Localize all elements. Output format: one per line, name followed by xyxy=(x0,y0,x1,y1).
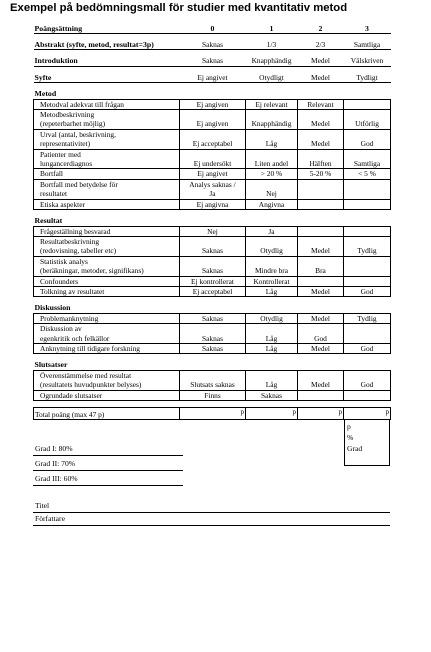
score-cell: Medel xyxy=(298,313,344,323)
score-cell: Utförlig xyxy=(344,110,391,130)
score-cell: God xyxy=(344,129,391,149)
score-cell: > 20 % xyxy=(246,169,298,179)
score-cell: God xyxy=(298,324,344,344)
criterion-row xyxy=(34,149,391,169)
section-heading-row xyxy=(34,216,391,226)
score-cell: Låg xyxy=(246,343,298,353)
total-label: Total poäng (max 47 p) xyxy=(34,408,180,420)
criterion-row xyxy=(34,313,391,323)
score-cell xyxy=(344,324,391,344)
score-cell: Tydlig xyxy=(344,313,391,323)
section-heading: Resultat xyxy=(34,216,63,226)
score-cell xyxy=(298,226,344,236)
score-cell xyxy=(298,199,344,209)
score-cell: Samtliga xyxy=(344,149,391,169)
score-cell: Medel xyxy=(298,370,344,390)
section-heading: Abstrakt (syfte, metod, resultat=3p) xyxy=(34,40,180,50)
score-cell: Hälften xyxy=(298,149,344,169)
grade-underline xyxy=(33,470,183,471)
score-cell: Saknas xyxy=(180,56,246,66)
score-cell: Saknas xyxy=(180,313,246,323)
score-cell xyxy=(298,179,344,199)
criterion-row xyxy=(34,343,391,353)
score-cell: Välskriven xyxy=(344,56,391,66)
score-col-header: 3 xyxy=(344,22,391,34)
criterion-label: Diskussion av egenkritik och felkällor xyxy=(34,324,180,344)
score-cell: Ej angivet xyxy=(180,73,246,83)
score-cell: God xyxy=(344,286,391,296)
spacer-cell xyxy=(246,401,298,408)
score-cell: Ej acceptabel xyxy=(180,129,246,149)
score-cell: Medel xyxy=(298,56,344,66)
score-cell xyxy=(246,360,298,370)
section-heading: Metod xyxy=(34,89,57,99)
score-cell: Liten andel xyxy=(246,149,298,169)
score-cell: Medel xyxy=(298,343,344,353)
score-cell xyxy=(180,89,246,99)
score-cell: Angivna xyxy=(246,199,298,209)
score-cell: Kontrollerat xyxy=(246,276,298,286)
score-cell: Ej angivet xyxy=(180,169,246,179)
score-cell: Saknas xyxy=(246,390,298,400)
score-cell: Saknas xyxy=(180,343,246,353)
criterion-row xyxy=(34,226,391,236)
criterion-label: Tolkning av resultatet xyxy=(34,286,180,296)
score-cell: Otydligt xyxy=(246,73,298,83)
score-cell: Saknas xyxy=(180,236,246,256)
score-cell xyxy=(298,89,344,99)
score-cell: Ej kontrollerat xyxy=(180,276,246,286)
score-cell: Medel xyxy=(298,73,344,83)
result-box xyxy=(344,420,390,466)
criterion-label: Bortfall med betydelse för resultatet xyxy=(34,179,180,199)
criterion-label: Ogrundade slutsatser xyxy=(34,390,180,400)
score-cell xyxy=(246,216,298,226)
criterion-label: Överenstämmelse med resultat (resultatets huvudpunkter belyses) xyxy=(34,370,180,390)
criterion-row xyxy=(34,286,391,296)
score-cell xyxy=(180,360,246,370)
score-cell: Tydligt xyxy=(344,73,391,83)
grade-underline xyxy=(33,485,183,486)
score-cell: Medel xyxy=(298,110,344,130)
criterion-row xyxy=(34,324,391,344)
spacer-cell xyxy=(298,401,344,408)
total-row xyxy=(34,408,391,420)
spacer-cell xyxy=(344,401,391,408)
score-cell: Otydlig xyxy=(246,236,298,256)
result-box-line: p xyxy=(347,422,351,431)
score-cell: Bra xyxy=(298,256,344,276)
score-cell: Låg xyxy=(246,129,298,149)
criterion-row xyxy=(34,276,391,286)
score-cell xyxy=(298,303,344,313)
criterion-label: Urval (antal, beskrivning, representativitet) xyxy=(34,129,180,149)
criterion-row xyxy=(34,199,391,209)
score-cell: 2/3 xyxy=(298,40,344,50)
score-cell: Ej acceptabel xyxy=(180,286,246,296)
score-cell: Låg xyxy=(246,286,298,296)
total-score-box: p xyxy=(180,408,246,420)
criterion-label: Anknytning till tidigare forskning xyxy=(34,343,180,353)
score-cell: < 5 % xyxy=(344,169,391,179)
score-cell xyxy=(344,199,391,209)
score-col-header: 1 xyxy=(246,22,298,34)
criterion-label: Resultatbeskrivning (redovisning, tabeller etc) xyxy=(34,236,180,256)
result-box-line: % xyxy=(347,433,354,442)
score-cell xyxy=(180,303,246,313)
score-cell xyxy=(246,89,298,99)
score-cell: Finns xyxy=(180,390,246,400)
score-cell xyxy=(298,390,344,400)
score-cell: God xyxy=(344,370,391,390)
field-underline xyxy=(33,525,390,526)
score-cell: Analys saknas / Ja xyxy=(180,179,246,199)
score-cell: Ej angiven xyxy=(180,110,246,130)
criterion-row xyxy=(34,110,391,130)
score-cell: Slutsats saknas xyxy=(180,370,246,390)
criterion-label: Confounders xyxy=(34,276,180,286)
section-heading-row xyxy=(34,56,391,66)
result-box-line: Grad xyxy=(347,444,363,453)
score-cell: Låg xyxy=(246,324,298,344)
header-label: Poängsättning xyxy=(34,22,180,34)
score-cell: Låg xyxy=(246,370,298,390)
criterion-label: Problemanknytning xyxy=(34,313,180,323)
score-col-header: 0 xyxy=(180,22,246,34)
score-cell xyxy=(344,276,391,286)
score-cell xyxy=(246,303,298,313)
document-title: Exempel på bedömningsmall för studier med kvantitativ metod xyxy=(10,2,348,14)
criterion-row xyxy=(34,129,391,149)
section-heading-row xyxy=(34,40,391,50)
score-cell: Knapphändig xyxy=(246,56,298,66)
section-heading-row xyxy=(34,89,391,99)
score-cell xyxy=(344,226,391,236)
section-heading: Introduktion xyxy=(34,56,180,66)
score-cell: Mindre bra xyxy=(246,256,298,276)
criterion-label: Etiska aspekter xyxy=(34,199,180,209)
criterion-label: Frågeställning besvarad xyxy=(34,226,180,236)
score-cell: Ej relevant xyxy=(246,99,298,109)
score-cell: Saknas xyxy=(180,256,246,276)
criterion-row xyxy=(34,390,391,400)
criterion-label: Bortfall xyxy=(34,169,180,179)
criterion-row xyxy=(34,99,391,109)
section-heading: Syfte xyxy=(34,73,180,83)
criterion-row xyxy=(34,179,391,199)
grade-underline xyxy=(33,455,183,456)
header-row xyxy=(34,22,391,34)
spacer-row xyxy=(34,401,391,408)
criterion-label: Metodbeskrivning (repeterbarhet möjlig) xyxy=(34,110,180,130)
score-cell: 1/3 xyxy=(246,40,298,50)
score-col-header: 2 xyxy=(298,22,344,34)
score-cell: Knapphändig xyxy=(246,110,298,130)
score-cell: 5-20 % xyxy=(298,169,344,179)
score-cell: Ej angivna xyxy=(180,199,246,209)
score-cell: Tydlig xyxy=(344,236,391,256)
score-cell xyxy=(298,216,344,226)
title-field: Titel xyxy=(35,501,50,510)
score-cell: Otydlig xyxy=(246,313,298,323)
score-cell: Medel xyxy=(298,129,344,149)
criterion-row xyxy=(34,370,391,390)
total-score-box: p xyxy=(298,408,344,420)
score-cell xyxy=(344,256,391,276)
criterion-label: Patienter med lungancerdiagnos xyxy=(34,149,180,169)
score-cell xyxy=(298,360,344,370)
criterion-row xyxy=(34,256,391,276)
score-cell: Saknas xyxy=(180,324,246,344)
score-cell: Nej xyxy=(246,179,298,199)
criterion-label: Metodval adekvat till frågan xyxy=(34,99,180,109)
score-cell: Medel xyxy=(298,236,344,256)
section-heading: Slutsatser xyxy=(34,360,68,370)
criterion-row xyxy=(34,169,391,179)
score-cell: Samtliga xyxy=(344,40,391,50)
section-heading-row xyxy=(34,360,391,370)
grade-label: Grad III: 60% xyxy=(35,474,78,483)
score-cell: Medel xyxy=(298,286,344,296)
spacer-cell xyxy=(34,401,180,408)
score-cell xyxy=(344,303,391,313)
score-cell xyxy=(344,99,391,109)
score-cell xyxy=(344,179,391,199)
score-cell xyxy=(344,390,391,400)
section-heading-row xyxy=(34,73,391,83)
grade-label: Grad II: 70% xyxy=(35,459,76,468)
total-score-box: p xyxy=(246,408,298,420)
score-cell: Saknas xyxy=(180,40,246,50)
score-cell xyxy=(344,360,391,370)
grade-label: Grad I: 80% xyxy=(35,444,73,453)
score-cell xyxy=(344,89,391,99)
score-cell: Ej undersökt xyxy=(180,149,246,169)
score-cell xyxy=(180,216,246,226)
section-heading-row xyxy=(34,303,391,313)
section-heading: Diskussion xyxy=(34,303,71,313)
score-cell: Relevant xyxy=(298,99,344,109)
spacer-cell xyxy=(180,401,246,408)
assessment-table xyxy=(33,22,391,420)
score-cell: God xyxy=(344,343,391,353)
field-underline xyxy=(33,512,390,513)
criterion-label: Statistisk analys (beräkningar, metoder, signifikans) xyxy=(34,256,180,276)
score-cell xyxy=(298,276,344,286)
total-score-box: p xyxy=(344,408,391,420)
score-cell xyxy=(344,216,391,226)
score-cell: Ej angiven xyxy=(180,99,246,109)
criterion-row xyxy=(34,236,391,256)
author-field: Författare xyxy=(35,514,65,523)
score-cell: Ja xyxy=(246,226,298,236)
score-cell: Nej xyxy=(180,226,246,236)
